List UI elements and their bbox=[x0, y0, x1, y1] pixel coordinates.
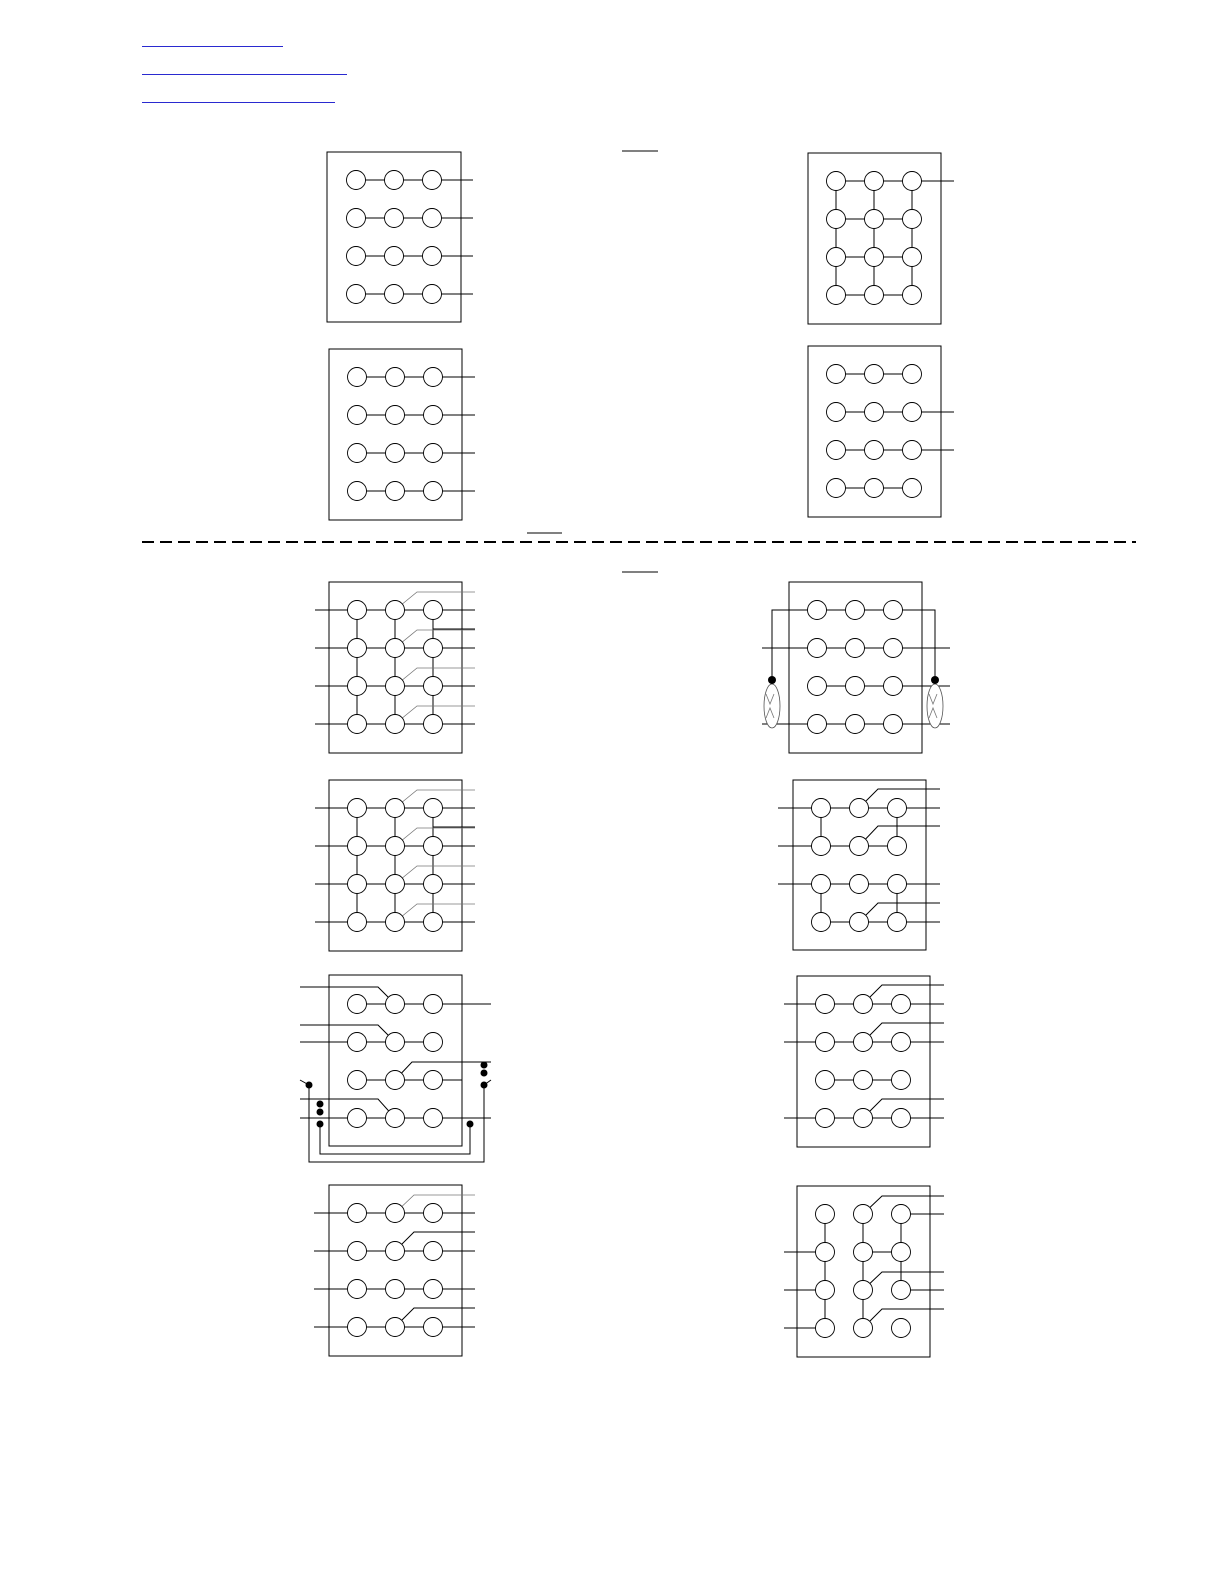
terminal bbox=[850, 913, 869, 932]
diagram-bottom-3 bbox=[315, 780, 475, 951]
terminal bbox=[816, 1109, 835, 1128]
connection-dot bbox=[481, 1070, 488, 1077]
terminal bbox=[424, 715, 443, 734]
diagram-top-3 bbox=[329, 349, 475, 520]
terminal bbox=[827, 248, 846, 267]
heater-element-left bbox=[764, 684, 780, 728]
terminal bbox=[424, 1071, 443, 1090]
terminal bbox=[854, 995, 873, 1014]
terminal bbox=[386, 639, 405, 658]
terminal bbox=[854, 1243, 873, 1262]
terminal bbox=[424, 406, 443, 425]
terminal bbox=[385, 171, 404, 190]
terminal bbox=[348, 799, 367, 818]
terminal bbox=[903, 286, 922, 305]
terminal bbox=[386, 1071, 405, 1090]
terminal bbox=[850, 875, 869, 894]
terminal bbox=[424, 1318, 443, 1337]
terminal bbox=[865, 286, 884, 305]
diagram-top-2 bbox=[808, 153, 954, 324]
wire bbox=[395, 1062, 491, 1080]
diagram-bottom-7 bbox=[314, 1185, 475, 1356]
terminal bbox=[386, 875, 405, 894]
terminal bbox=[424, 1109, 443, 1128]
diagram-bottom-8 bbox=[784, 1186, 944, 1357]
terminal bbox=[386, 1033, 405, 1052]
terminal bbox=[865, 172, 884, 191]
terminal bbox=[827, 441, 846, 460]
terminal bbox=[386, 837, 405, 856]
terminal bbox=[424, 1204, 443, 1223]
terminal bbox=[386, 1318, 405, 1337]
terminal bbox=[846, 677, 865, 696]
terminal bbox=[892, 1205, 911, 1224]
terminal bbox=[424, 875, 443, 894]
terminal bbox=[424, 639, 443, 658]
terminal bbox=[816, 1205, 835, 1224]
terminal bbox=[903, 248, 922, 267]
terminal bbox=[423, 247, 442, 266]
terminal bbox=[347, 285, 366, 304]
terminal bbox=[386, 601, 405, 620]
terminal bbox=[827, 403, 846, 422]
terminal bbox=[424, 799, 443, 818]
terminal bbox=[892, 1071, 911, 1090]
terminal bbox=[424, 601, 443, 620]
terminal bbox=[808, 639, 827, 658]
terminal bbox=[812, 913, 831, 932]
terminal bbox=[865, 210, 884, 229]
terminal bbox=[385, 285, 404, 304]
terminal bbox=[386, 444, 405, 463]
terminal bbox=[892, 995, 911, 1014]
terminal bbox=[348, 1071, 367, 1090]
diagram-bottom-6 bbox=[784, 976, 944, 1147]
terminal bbox=[816, 995, 835, 1014]
terminal bbox=[892, 1109, 911, 1128]
terminal bbox=[892, 1281, 911, 1300]
terminal bbox=[386, 913, 405, 932]
terminal bbox=[865, 365, 884, 384]
terminal bbox=[348, 1242, 367, 1261]
terminal bbox=[816, 1319, 835, 1338]
terminal bbox=[348, 368, 367, 387]
terminal bbox=[423, 209, 442, 228]
terminal bbox=[386, 715, 405, 734]
terminal bbox=[386, 799, 405, 818]
terminal bbox=[348, 715, 367, 734]
terminal bbox=[888, 837, 907, 856]
terminal bbox=[827, 479, 846, 498]
terminal bbox=[892, 1243, 911, 1262]
terminal bbox=[903, 403, 922, 422]
terminal bbox=[816, 1033, 835, 1052]
terminal bbox=[816, 1281, 835, 1300]
terminal bbox=[424, 1242, 443, 1261]
terminal bbox=[827, 365, 846, 384]
diagram-bottom-4 bbox=[778, 780, 940, 950]
terminal bbox=[854, 1319, 873, 1338]
terminal bbox=[888, 875, 907, 894]
terminal bbox=[386, 1280, 405, 1299]
terminal bbox=[348, 1280, 367, 1299]
terminal bbox=[424, 444, 443, 463]
terminal bbox=[348, 1204, 367, 1223]
terminal bbox=[903, 441, 922, 460]
terminal bbox=[348, 482, 367, 501]
terminal bbox=[865, 403, 884, 422]
terminal bbox=[846, 715, 865, 734]
terminal bbox=[812, 875, 831, 894]
terminal bbox=[424, 913, 443, 932]
terminal bbox=[854, 1109, 873, 1128]
terminal bbox=[386, 406, 405, 425]
terminal bbox=[348, 913, 367, 932]
terminal bbox=[348, 1033, 367, 1052]
terminal bbox=[816, 1243, 835, 1262]
terminal bbox=[386, 1204, 405, 1223]
connection-dot bbox=[467, 1121, 474, 1128]
terminal bbox=[347, 209, 366, 228]
terminal bbox=[424, 837, 443, 856]
terminal bbox=[386, 677, 405, 696]
terminal bbox=[348, 677, 367, 696]
terminal bbox=[348, 875, 367, 894]
terminal bbox=[812, 799, 831, 818]
connection-dot bbox=[481, 1082, 488, 1089]
terminal bbox=[884, 677, 903, 696]
terminal bbox=[903, 210, 922, 229]
terminal bbox=[348, 837, 367, 856]
terminal bbox=[808, 677, 827, 696]
connection-dot bbox=[317, 1101, 324, 1108]
connection-dot bbox=[768, 676, 776, 684]
diagram-bottom-1 bbox=[315, 582, 475, 753]
terminal bbox=[808, 715, 827, 734]
terminal bbox=[865, 248, 884, 267]
connection-dot bbox=[931, 676, 939, 684]
terminal bbox=[888, 799, 907, 818]
terminal bbox=[347, 247, 366, 266]
terminal bbox=[424, 995, 443, 1014]
terminal bbox=[808, 601, 827, 620]
connection-dot bbox=[481, 1062, 488, 1069]
terminal bbox=[423, 171, 442, 190]
terminal bbox=[846, 601, 865, 620]
terminal bbox=[348, 444, 367, 463]
terminal bbox=[884, 715, 903, 734]
terminal bbox=[385, 209, 404, 228]
diagram-top-4 bbox=[808, 346, 954, 517]
terminal bbox=[903, 479, 922, 498]
terminal bbox=[865, 479, 884, 498]
terminal bbox=[424, 677, 443, 696]
terminal bbox=[424, 482, 443, 501]
terminal bbox=[348, 1109, 367, 1128]
terminal bbox=[892, 1319, 911, 1338]
terminal bbox=[884, 639, 903, 658]
terminal bbox=[424, 1033, 443, 1052]
terminal bbox=[385, 247, 404, 266]
terminal bbox=[386, 995, 405, 1014]
terminal bbox=[812, 837, 831, 856]
terminal bbox=[386, 1109, 405, 1128]
diagram-top-1 bbox=[327, 152, 473, 322]
terminal bbox=[424, 368, 443, 387]
terminal bbox=[846, 639, 865, 658]
terminal bbox=[888, 913, 907, 932]
terminal bbox=[348, 995, 367, 1014]
terminal bbox=[854, 1281, 873, 1300]
diagram-bottom-5 bbox=[300, 975, 491, 1162]
terminal bbox=[348, 1318, 367, 1337]
terminal bbox=[892, 1033, 911, 1052]
terminal bbox=[850, 837, 869, 856]
terminal bbox=[386, 368, 405, 387]
terminal bbox=[850, 799, 869, 818]
terminal bbox=[423, 285, 442, 304]
terminal bbox=[827, 172, 846, 191]
terminal bbox=[827, 286, 846, 305]
connection-dot bbox=[317, 1121, 324, 1128]
connection-dot bbox=[306, 1082, 313, 1089]
terminal bbox=[865, 441, 884, 460]
terminal bbox=[854, 1033, 873, 1052]
terminal bbox=[903, 365, 922, 384]
terminal bbox=[854, 1205, 873, 1224]
connection-dot bbox=[317, 1109, 324, 1116]
terminal bbox=[386, 482, 405, 501]
terminal bbox=[386, 1242, 405, 1261]
terminal bbox=[348, 406, 367, 425]
terminal bbox=[827, 210, 846, 229]
terminal bbox=[424, 1280, 443, 1299]
diagram-bottom-2 bbox=[762, 582, 950, 753]
wire bbox=[320, 1124, 470, 1154]
terminal bbox=[884, 601, 903, 620]
terminal bbox=[348, 601, 367, 620]
terminal bbox=[903, 172, 922, 191]
heater-element-right bbox=[927, 684, 943, 728]
terminal bbox=[816, 1071, 835, 1090]
terminal bbox=[347, 171, 366, 190]
terminal bbox=[854, 1071, 873, 1090]
terminal bbox=[348, 639, 367, 658]
